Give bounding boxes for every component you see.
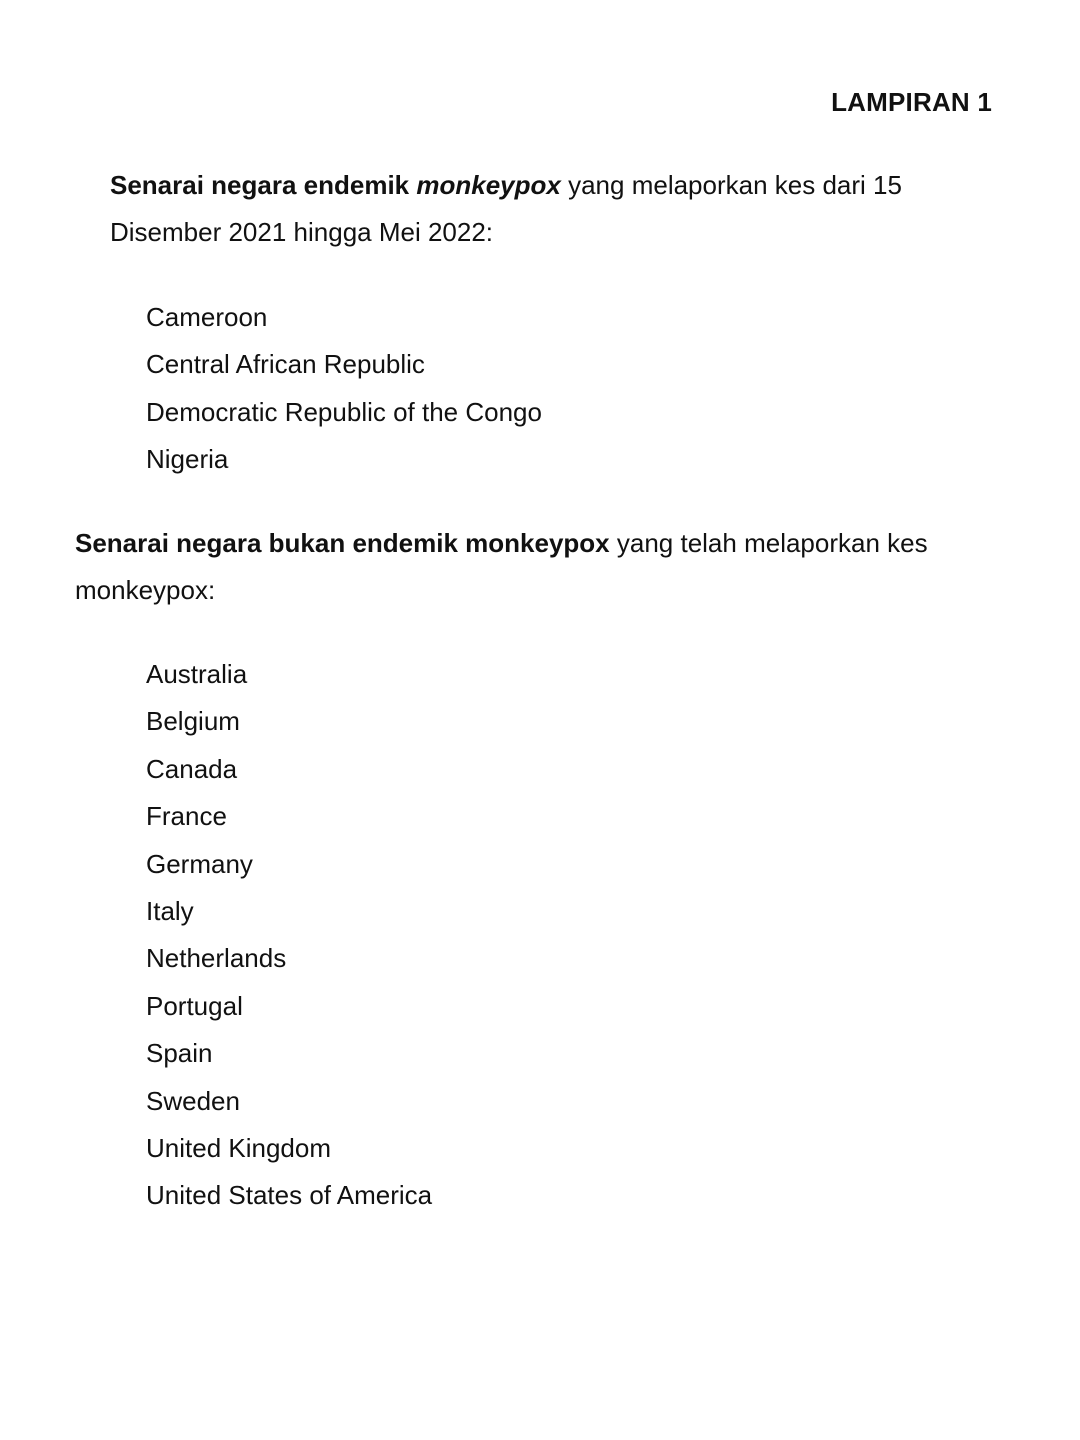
non-endemic-heading-rest: yang telah melaporkan kes monkeypox: bbox=[75, 528, 928, 605]
country-name: United Kingdom bbox=[146, 1132, 331, 1163]
endemic-heading-italic: monkeypox bbox=[416, 170, 561, 200]
non-endemic-heading-bold: Senarai negara bukan endemik monkeypox bbox=[75, 528, 610, 558]
country-name: Nigeria bbox=[146, 444, 229, 475]
country-name: France bbox=[146, 801, 227, 832]
endemic-heading-rest: yang melaporkan kes dari 15 Disember 2021 hingga Mei 2022: bbox=[110, 170, 902, 247]
appendix-label: LAMPIRAN 1 bbox=[831, 87, 992, 117]
country-name: Netherlands bbox=[146, 943, 287, 974]
country-name: Democratic Republic of the Congo bbox=[146, 396, 542, 427]
endemic-heading-bold: Senarai negara endemik bbox=[110, 170, 417, 200]
country-name: Italy bbox=[146, 895, 194, 926]
country-name: Spain bbox=[146, 1038, 213, 1069]
country-name: Cameroon bbox=[146, 302, 268, 332]
country-name: United States of America bbox=[146, 1180, 433, 1211]
country-name: Belgium bbox=[146, 706, 240, 737]
country-name: Australia bbox=[146, 659, 248, 689]
country-name: Portugal bbox=[146, 990, 243, 1021]
country-name: Canada bbox=[146, 753, 238, 784]
endemic-section-heading bbox=[110, 162, 990, 256]
country-name: Germany bbox=[146, 848, 253, 879]
non-endemic-section-heading bbox=[75, 520, 995, 614]
country-name: Central African Republic bbox=[146, 349, 425, 380]
country-name: Sweden bbox=[146, 1085, 240, 1116]
